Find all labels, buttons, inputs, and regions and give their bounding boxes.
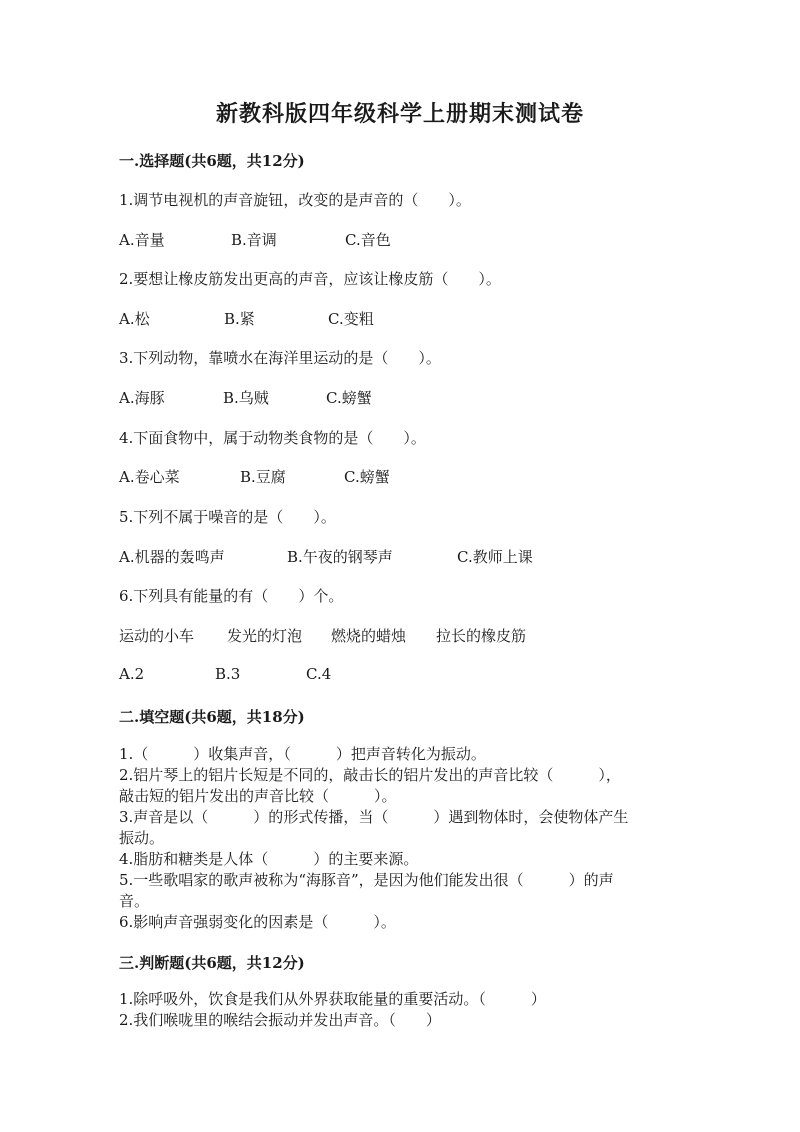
option-b: B.紧 <box>224 310 255 328</box>
section-heading-choice: 一.选择题(共6题，共12分) <box>119 152 305 170</box>
item-glowing-bulb: 发光的灯泡 <box>227 627 303 645</box>
option-a: A.卷心菜 <box>119 468 180 486</box>
option-c: C.螃蟹 <box>326 389 372 407</box>
option-b: B.豆腐 <box>240 468 286 486</box>
option-a: A.松 <box>119 310 150 328</box>
option-c: C.变粗 <box>328 310 374 328</box>
fill-line: 2.铝片琴上的铝片长短是不同的，敲击长的铝片发出的声音比较（ ）， <box>119 766 621 784</box>
option-c: C.教师上课 <box>457 548 533 566</box>
option-b: B.午夜的钢琴声 <box>287 548 393 566</box>
option-b: B.3 <box>215 665 241 683</box>
option-c: C.音色 <box>345 231 391 249</box>
option-a: A.机器的轰鸣声 <box>119 548 225 566</box>
fill-line: 3.声音是以（ ）的形式传播，当（ ）遇到物体时，会使物体产生 <box>119 808 629 826</box>
fill-line: 1.（ ）收集声音，（ ）把声音转化为振动。 <box>119 745 486 763</box>
section-heading-true-false: 三.判断题(共6题，共12分) <box>119 954 305 972</box>
question-5-stem: 5.下列不属于噪音的是（ ）。 <box>119 508 336 526</box>
option-b: B.乌贼 <box>223 389 269 407</box>
true-false-questions <box>119 989 679 1031</box>
exam-title: 新教科版四年级科学上册期末测试卷 <box>215 101 584 127</box>
item-moving-cart: 运动的小车 <box>119 627 195 645</box>
fill-line: 振动。 <box>119 829 165 847</box>
item-burning-candle: 燃烧的蜡烛 <box>331 627 407 645</box>
question-6-stem: 6.下列具有能量的有（ ）个。 <box>119 587 344 605</box>
question-4-stem: 4.下面食物中，属于动物类食物的是（ ）。 <box>119 429 426 447</box>
fill-blank-questions <box>119 744 679 933</box>
fill-line: 5.一些歌唱家的歌声被称为“海豚音”，是因为他们能发出很（ ）的声 <box>119 871 614 889</box>
option-a: A.音量 <box>119 231 165 249</box>
option-a: A.海豚 <box>119 389 165 407</box>
section-heading-fill-blank: 二.填空题(共6题，共18分) <box>119 708 305 726</box>
option-a: A.2 <box>119 665 145 683</box>
question-3-stem: 3.下列动物，靠喷水在海洋里运动的是（ ）。 <box>119 349 441 367</box>
question-1-stem: 1.调节电视机的声音旋钮，改变的是声音的（ ）。 <box>119 191 471 209</box>
item-stretched-band: 拉长的橡皮筋 <box>436 627 527 645</box>
fill-line: 4.脂肪和糖类是人体（ ）的主要来源。 <box>119 850 419 868</box>
option-b: B.音调 <box>231 231 277 249</box>
fill-line: 6.影响声音强弱变化的因素是（ ）。 <box>119 913 396 931</box>
question-2-stem: 2.要想让橡皮筋发出更高的声音，应该让橡皮筋（ ）。 <box>119 270 501 288</box>
option-c: C.螃蟹 <box>344 468 390 486</box>
fill-line: 音。 <box>119 892 150 910</box>
judge-line: 2.我们喉咙里的喉结会振动并发出声音。（ ） <box>119 1011 441 1029</box>
judge-line: 1.除呼吸外，饮食是我们从外界获取能量的重要活动。（ ） <box>119 990 546 1008</box>
option-c: C.4 <box>306 665 332 683</box>
fill-line: 敲击短的铝片发出的声音比较（ ）。 <box>119 787 397 805</box>
